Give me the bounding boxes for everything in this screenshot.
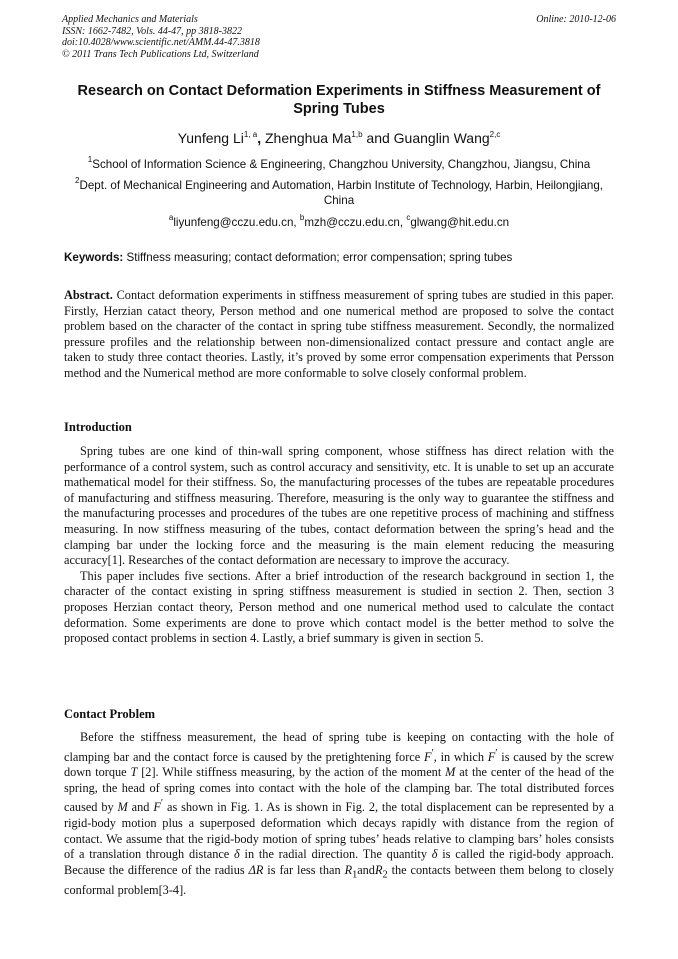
symbol: T <box>130 765 138 780</box>
symbol: R <box>374 862 383 877</box>
introduction-body <box>64 444 614 647</box>
author-conjunction: and <box>366 130 390 146</box>
journal-name: Applied Mechanics and Materials <box>62 14 198 25</box>
symbol: F <box>153 800 161 815</box>
symbol: F <box>487 749 496 764</box>
copyright-line: © 2011 Trans Tech Publications Ltd, Switzerland <box>62 48 259 60</box>
paragraph: Spring tubes are one kind of thin-wall spring component, whose stiffness has direct relation with the performance of a control system, such as control accuracy and sensitivity, etc. It is unable to set up an accurate mathematical model for their stiffness. So, the manufacturing processes of the tubes are repeatable procedures of manufacturing and stiffness measuring. Therefore, measuring is the only way to guarantee the stiffness and the manufacturing processes and procedures of the tubes are one repetitive process of machining and stiffness measuring. In now stiffness measuring of the tubes, contact deformation between the spring’s head and the clamping bar under the locking force and the measuring is the main element reducing the measuring accuracy[1]. Researches of the contact deformation are necessary to improve the accuracy. <box>64 444 614 568</box>
paragraph: Before the stiffness measurement, the head of spring tube is keeping on contacting with the hole of clamping bar and the contact force is caused by the pretightening force F′, in which F′ is caused by the screw down torque T [2]. While stiffness measuring, by the action of the moment M at the center of the head of the spring, the head of spring comes into contact with the hole of the clamping bar. The total distributed forces caused by M and F′ as shown in Fig. 1. As is shown in Fig. 2, the total displacement can be represented by a rigid-body motion plus a superposed deformation which decays rapidly with distance from the region of contact. We assume that the rigid-body motion of spring tubes’ heads relative to clamping bars’ holes consists of a translation through distance δ in the radial direction. The quantity δ is called the rigid-body approach. Because the difference of the radius ΔR is far less than $R_1andR_2$ the contacts between them belong to closely conformal problem[3-4]. <box>64 730 614 897</box>
doi-line[interactable]: doi:10.4028/www.scientific.net/AMM.44-47.3818 <box>62 37 260 48</box>
email-line: $^a$liyunfeng@cczu.edu.cn, $^b$mzh@cczu.edu.cn, $^c$glwang@hit.edu.cn <box>168 213 510 229</box>
symbol: F <box>423 749 432 764</box>
author-name: Yunfeng Li <box>177 130 244 146</box>
symbol: ΔR <box>248 862 264 877</box>
section-heading-contact-problem: Contact Problem <box>64 707 156 721</box>
email-link[interactable]: liyunfeng@cczu.edu.cn, <box>173 216 297 229</box>
keywords-label: Keywords: <box>64 251 124 264</box>
abstract-text: Contact deformation experiments in stiffness measurement of spring tubes are studied in this paper. Firstly, Herzian catact theory, Person method and one numerical method are proposed to solve the contact problem based on the character of the contact in spring tube stiffness measurement. Secondly, the normalized pressure profiles and the relationship between non-dimensionalized contact pressure and contact angle are taken to study three contact theories. Lastly, it’s proved by some error compensation experiments that Persson method and the Numerical method are more conformable to solve closely conformal problem. <box>64 288 614 380</box>
keywords <box>64 250 614 265</box>
author-superscript: 2,c <box>489 130 501 139</box>
paper-title: Research on Contact Deformation Experiments in Stiffness Measurement of Spring Tubes <box>77 83 601 117</box>
symbol: R <box>344 862 353 877</box>
email-link[interactable]: glwang@hit.edu.cn <box>410 216 510 229</box>
symbol: M <box>117 800 128 815</box>
symbol: δ <box>234 847 240 862</box>
affiliation-1: $^1$School of Information Science & Engineering, Changzhou University, Changzhou, Jiangsu, China <box>87 155 591 171</box>
abstract <box>64 288 614 382</box>
paragraph: This paper includes five sections. After a brief introduction of the research background in section 1, the character of the contact existing in spring stiffness measurement is studied in section 2. Then, section 3 proposes Herzian contact theory, Person method and one numerical method used to calculate the contact deformation. Some experiments are done to prove which contact model is the better method to solve the proposed contact problems in section 4. Lastly, a brief summary is given in section 5. <box>64 568 614 646</box>
abstract-label: Abstract. <box>64 288 113 302</box>
section-heading-introduction: Introduction <box>64 420 132 434</box>
author-line: Yunfeng Li$^{1, a}$, Zhenghua Ma$^{1,b}$ and Guanglin Wang$^{2,c}$ <box>177 130 501 146</box>
journal-header <box>62 14 422 60</box>
affiliation-2: $^2$Dept. of Mechanical Engineering and Automation, Harbin Institute of Technology, Harbin, Heilongjiang, China <box>75 176 603 207</box>
author-name: Guanglin Wang <box>393 130 490 146</box>
symbol: M <box>445 765 456 780</box>
symbol: δ <box>431 847 438 862</box>
online-date: Online: 2010-12-06 <box>536 14 616 25</box>
email-link[interactable]: mzh@cczu.edu.cn, <box>304 216 404 229</box>
contact-problem-body <box>64 730 614 899</box>
issn-line: ISSN: 1662-7482, Vols. 44-47, pp 3818-3822 <box>62 25 242 37</box>
author-name: Zhenghua Ma <box>264 130 352 146</box>
author-superscript: 1, a <box>243 130 258 139</box>
keywords-text: Stiffness measuring; contact deformation; error compensation; spring tubes <box>126 251 513 264</box>
author-superscript: 1,b <box>351 130 363 139</box>
